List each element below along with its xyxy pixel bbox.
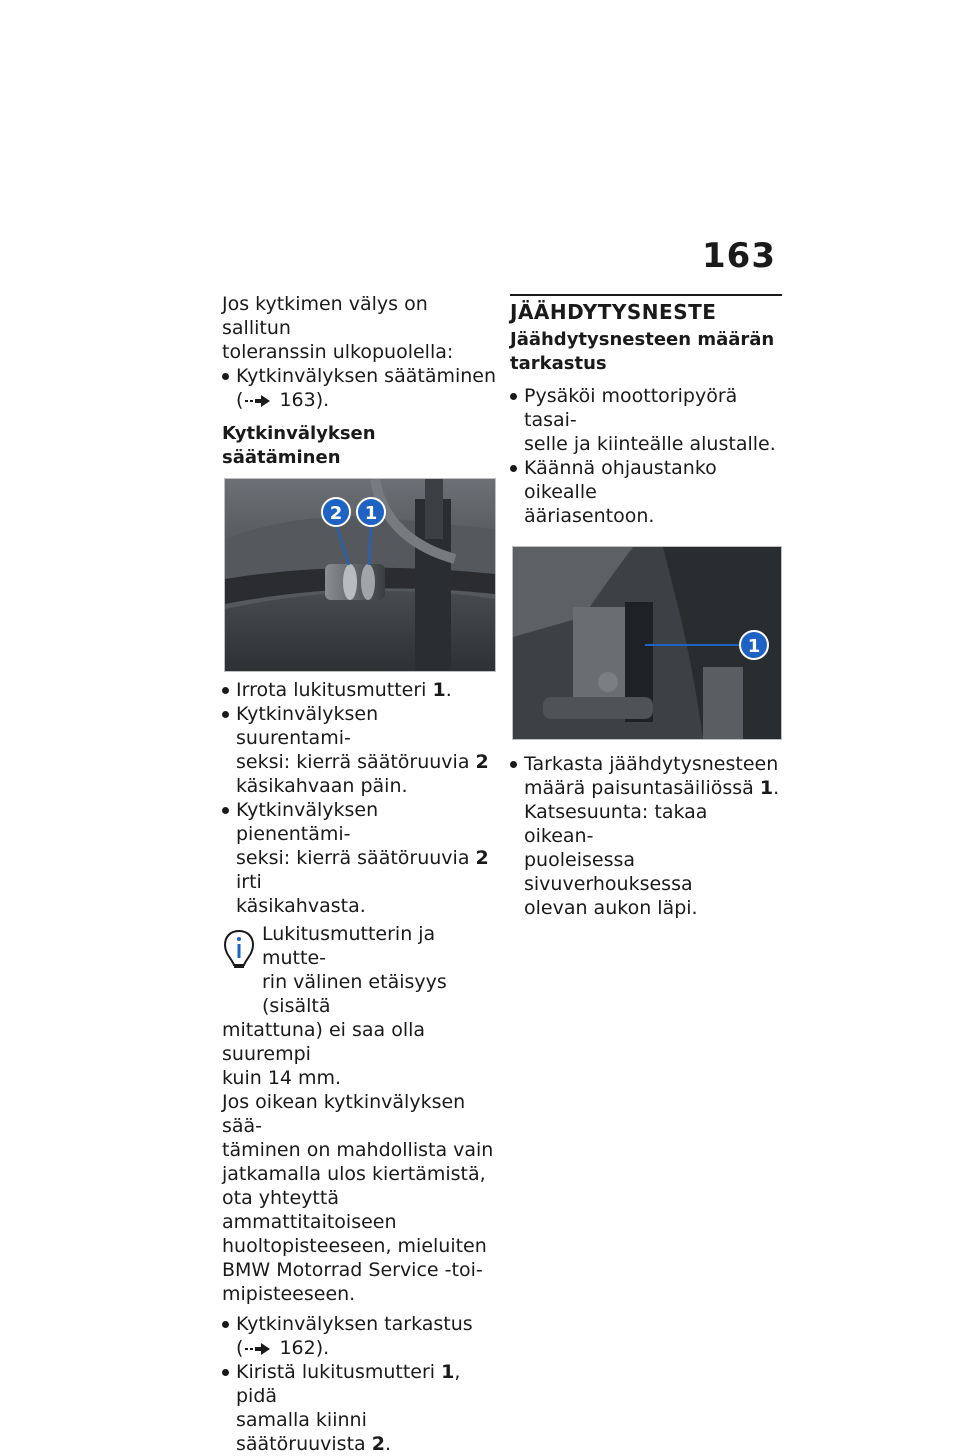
- page-reference[interactable]: 162).: [279, 1337, 330, 1359]
- callout-1: 1: [739, 630, 769, 660]
- page-number: 163: [702, 236, 776, 276]
- list-item: Irrota lukitusmutteri 1.: [222, 678, 497, 702]
- section-title: JÄÄHDYTYSNESTE: [510, 294, 782, 324]
- left-column: [222, 292, 497, 1456]
- info-icon: [222, 928, 256, 968]
- callout-1: 1: [356, 497, 386, 527]
- reference-arrow-icon: [245, 394, 271, 408]
- page-reference[interactable]: 163).: [279, 389, 330, 411]
- section-subheading: Jäähdytysnesteen määrän tarkastus: [510, 329, 775, 374]
- list-item: Kiristä lukitusmutteri 1, pidä samalla kiinni säätöruuvista 2.: [222, 1360, 497, 1456]
- list-item: Kytkinvälyksen säätäminen ( 163).: [222, 364, 497, 412]
- coolant-reservoir-figure: [512, 546, 782, 740]
- intro-text: Jos kytkimen välys on sallitun toleranssin ulkopuolella:: [222, 293, 454, 363]
- section-subheading: Kytkinvälyksen säätäminen: [222, 423, 376, 468]
- list-item: Kytkinvälyksen pienentämi- seksi: kierrä säätöruuvia 2 irti käsikahvasta.: [222, 798, 497, 918]
- list-item: Kytkinvälyksen suurentami- seksi: kierrä säätöruuvia 2 käsikahvaan päin.: [222, 702, 497, 798]
- list-item: Kytkinvälyksen tarkastus ( 162).: [222, 1312, 497, 1360]
- reference-arrow-icon: [245, 1342, 271, 1356]
- info-note: Lukitusmutterin ja mutte- rin välinen etäisyys (sisältä mitattuna) ei saa olla suurempi kuin 14 mm. Jos oikean kytkinvälyksen sää- täminen on mahdollista vain jatkamalla ulos kiertämistä, ota yhteyttä ammattitaitoiseen huoltopisteeseen, mieluiten BMW Motorrad Service -toi- mipisteeseen.: [222, 923, 494, 1305]
- list-item: Käännä ohjaustanko oikealle ääriasentoon.: [510, 456, 782, 528]
- callout-2: 2: [321, 497, 351, 527]
- list-item: Tarkasta jäähdytysnesteen määrä paisuntasäiliössä 1. Katsesuunta: takaa oikean- puoleisessa sivuverhouksessa olevan aukon läpi.: [510, 752, 782, 920]
- right-column: [510, 292, 782, 920]
- clutch-adjuster-figure: [224, 478, 496, 672]
- list-item: Pysäköi moottoripyörä tasai- selle ja kiinteälle alustalle.: [510, 384, 782, 456]
